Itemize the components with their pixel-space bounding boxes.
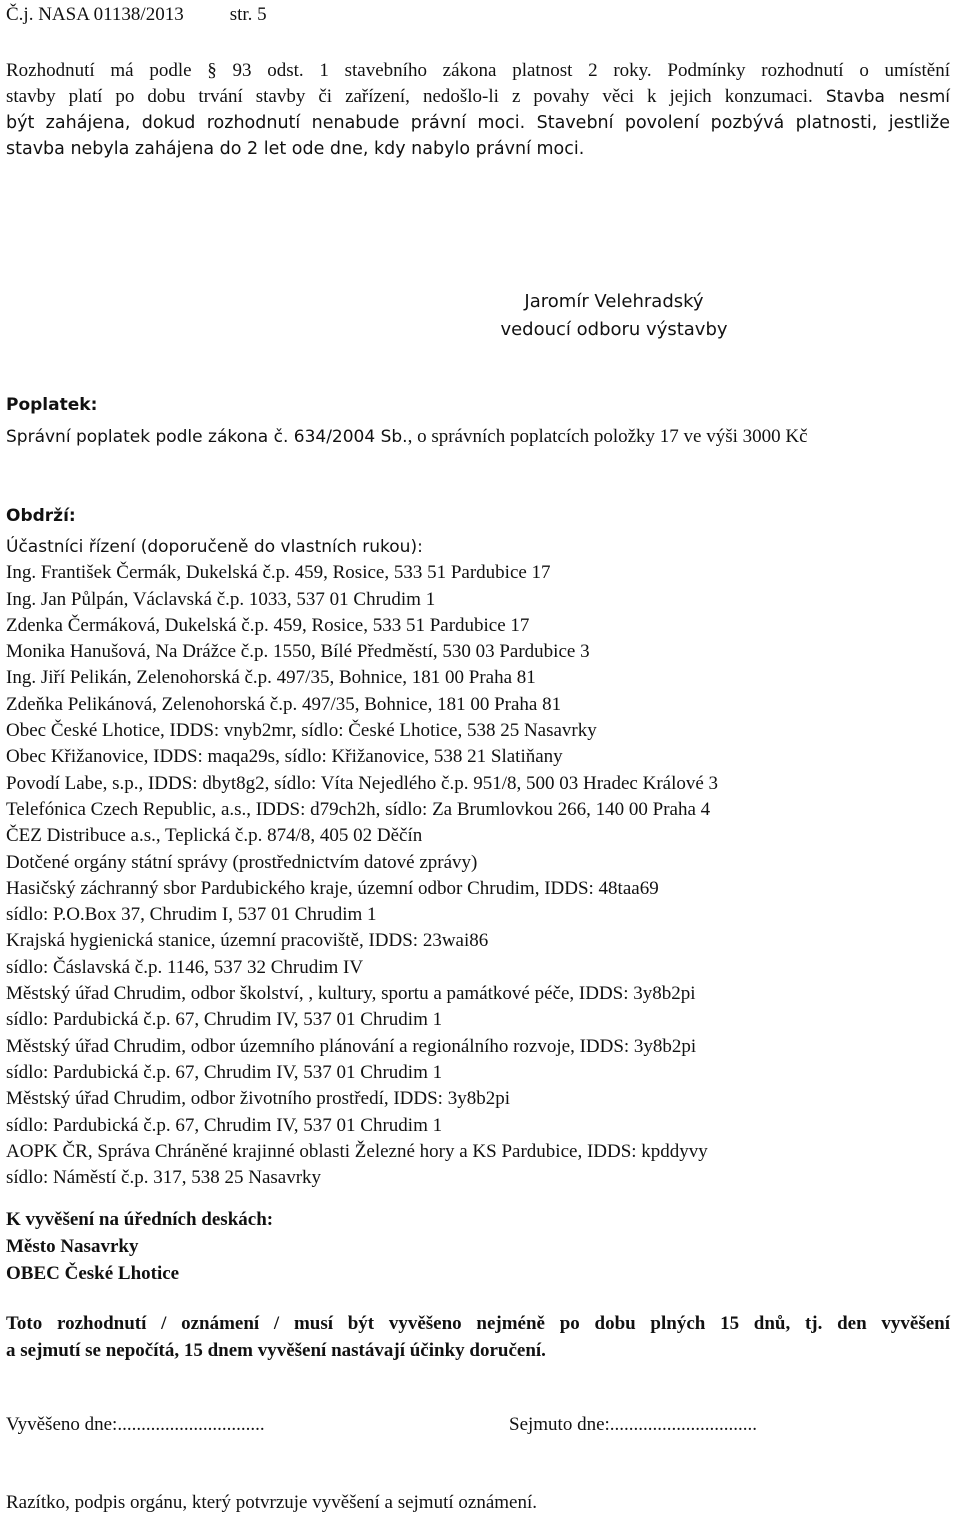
recipients-list <box>6 534 956 1191</box>
posting-place: Město Nasavrky <box>6 1236 139 1257</box>
recipient-line: Zdeňka Pelikánová, Zelenohorská č.p. 497/35, Bohnice, 181 00 Praha 81 <box>6 693 562 715</box>
stamp-note: Razítko, podpis orgánu, který potvrzuje vyvěšení a sejmutí oznámení. <box>6 1492 537 1513</box>
recipients-heading-block <box>6 503 950 529</box>
recipient-line: Monika Hanušová, Na Drážce č.p. 1550, Bílé Předměstí, 530 03 Pardubice 3 <box>6 641 590 663</box>
recipient-line: Městský úřad Chrudim, odbor životního prostředí, IDDS: 3y8b2pi <box>6 1088 510 1110</box>
paragraph-line: stavby platí po dobu trvání stavby či zařízení, nedošlo-li z povahy věci k jejich konzumaci. Stavba nesmí <box>6 86 951 107</box>
recipient-line: sídlo: Pardubická č.p. 67, Chrudim IV, 537 01 Chrudim 1 <box>6 1061 443 1083</box>
recipient-line: sídlo: Náměstí č.p. 317, 538 25 Nasavrky <box>6 1167 322 1189</box>
recipient-line: Obec České Lhotice, IDDS: vnyb2mr, sídlo: České Lhotice, 538 25 Nasavrky <box>6 720 597 742</box>
dates-row <box>6 1412 950 1438</box>
notice-line: a sejmutí se nepočítá, 15 dnem vyvěšení nastávají účinky doručení. <box>6 1340 546 1361</box>
paragraph-line: stavba nebyla zahájena do 2 let ode dne, kdy nabylo právní moci. <box>6 139 585 159</box>
recipient-line: Městský úřad Chrudim, odbor územního plánování a regionálního rozvoje, IDDS: 3y8b2pi <box>6 1035 697 1057</box>
signature-block <box>484 288 744 344</box>
fee-heading: Poplatek: <box>6 395 98 415</box>
fee-section <box>6 392 950 450</box>
recipient-line: Zdenka Čermáková, Dukelská č.p. 459, Rosice, 533 51 Pardubice 17 <box>6 614 530 636</box>
reference-number: Č.j. NASA 01138/2013 <box>6 4 184 25</box>
recipient-line: sídlo: Pardubická č.p. 67, Chrudim IV, 537 01 Chrudim 1 <box>6 1114 443 1136</box>
recipient-line: Ing. Jiří Pelikán, Zelenohorská č.p. 497/35, Bohnice, 181 00 Praha 81 <box>6 667 536 689</box>
paragraph-line: být zahájena, dokud rozhodnutí nenabude právní moci. Stavební povolení pozbývá platnosti, jestliže <box>6 113 950 133</box>
recipient-lines <box>6 560 956 1191</box>
recipient-line: Hasičský záchranný sbor Pardubického kraje, územní odbor Chrudim, IDDS: 48taa69 <box>6 877 659 899</box>
removed-date-field: Sejmuto dne:............................... <box>509 1414 758 1435</box>
recipient-line: Ing. František Čermák, Dukelská č.p. 459, Rosice, 533 51 Pardubice 17 <box>6 562 551 584</box>
recipient-line: Dotčené orgány státní správy (prostřednictvím datové zprávy) <box>6 851 478 873</box>
posting-section <box>6 1206 950 1287</box>
recipient-line: Městský úřad Chrudim, odbor školství, , kultury, sportu a památkové péče, IDDS: 3y8b2pi <box>6 983 696 1005</box>
recipients-intro: Účastníci řízení (doporučeně do vlastních rukou): <box>6 537 423 557</box>
recipient-line: sídlo: P.O.Box 37, Chrudim I, 537 01 Chrudim 1 <box>6 904 377 926</box>
posting-heading: K vyvěšení na úředních deskách: <box>6 1209 274 1230</box>
signatory-name: Jaromír Velehradský <box>524 291 704 312</box>
recipient-line: Povodí Labe, s.p., IDDS: dbyt8g2, sídlo: Víta Nejedlého č.p. 951/8, 500 03 Hradec Králové 3 <box>6 772 719 794</box>
signatory-role: vedoucí odboru výstavby <box>500 319 728 340</box>
recipient-line: sídlo: Čáslavská č.p. 1146, 537 32 Chrudim IV <box>6 956 364 978</box>
page-number: str. 5 <box>229 4 267 25</box>
recipient-line: Obec Křižanovice, IDDS: maqa29s, sídlo: Křižanovice, 538 21 Slatiňany <box>6 746 563 768</box>
posting-place: OBEC České Lhotice <box>6 1263 180 1284</box>
recipient-line: AOPK ČR, Správa Chráněné krajinné oblasti Železné hory a KS Pardubice, IDDS: kpddyvy <box>6 1140 708 1162</box>
recipient-line: Telefónica Czech Republic, a.s., IDDS: d79ch2h, sídlo: Za Brumlovkou 266, 140 00 Praha 4 <box>6 798 711 820</box>
recipient-line: sídlo: Pardubická č.p. 67, Chrudim IV, 537 01 Chrudim 1 <box>6 1009 443 1031</box>
posting-notice <box>6 1310 950 1364</box>
notice-line: Toto rozhodnutí / oznámení / musí být vyvěšeno nejméně po dobu plných 15 dnů, tj. den vyvěšení <box>6 1313 950 1334</box>
fee-text: Správní poplatek podle zákona č. 634/2004 Sb., o správních poplatcích položky 17 ve výši 3000 Kč <box>6 426 808 447</box>
validity-paragraph <box>6 58 950 162</box>
recipient-line: Ing. Jan Půlpán, Václavská č.p. 1033, 537 01 Chrudim 1 <box>6 588 436 610</box>
paragraph-line: Rozhodnutí má podle § 93 odst. 1 stavebního zákona platnost 2 roky. Podmínky rozhodnutí o umístění <box>6 60 950 81</box>
recipients-heading: Obdrží: <box>6 506 76 526</box>
recipient-line: ČEZ Distribuce a.s., Teplická č.p. 874/8, 405 02 Děčín <box>6 825 423 847</box>
recipient-line: Krajská hygienická stanice, územní pracoviště, IDDS: 23wai86 <box>6 930 489 952</box>
posted-date-field: Vyvěšeno dne:............................... <box>6 1414 265 1435</box>
page-header <box>6 2 267 28</box>
